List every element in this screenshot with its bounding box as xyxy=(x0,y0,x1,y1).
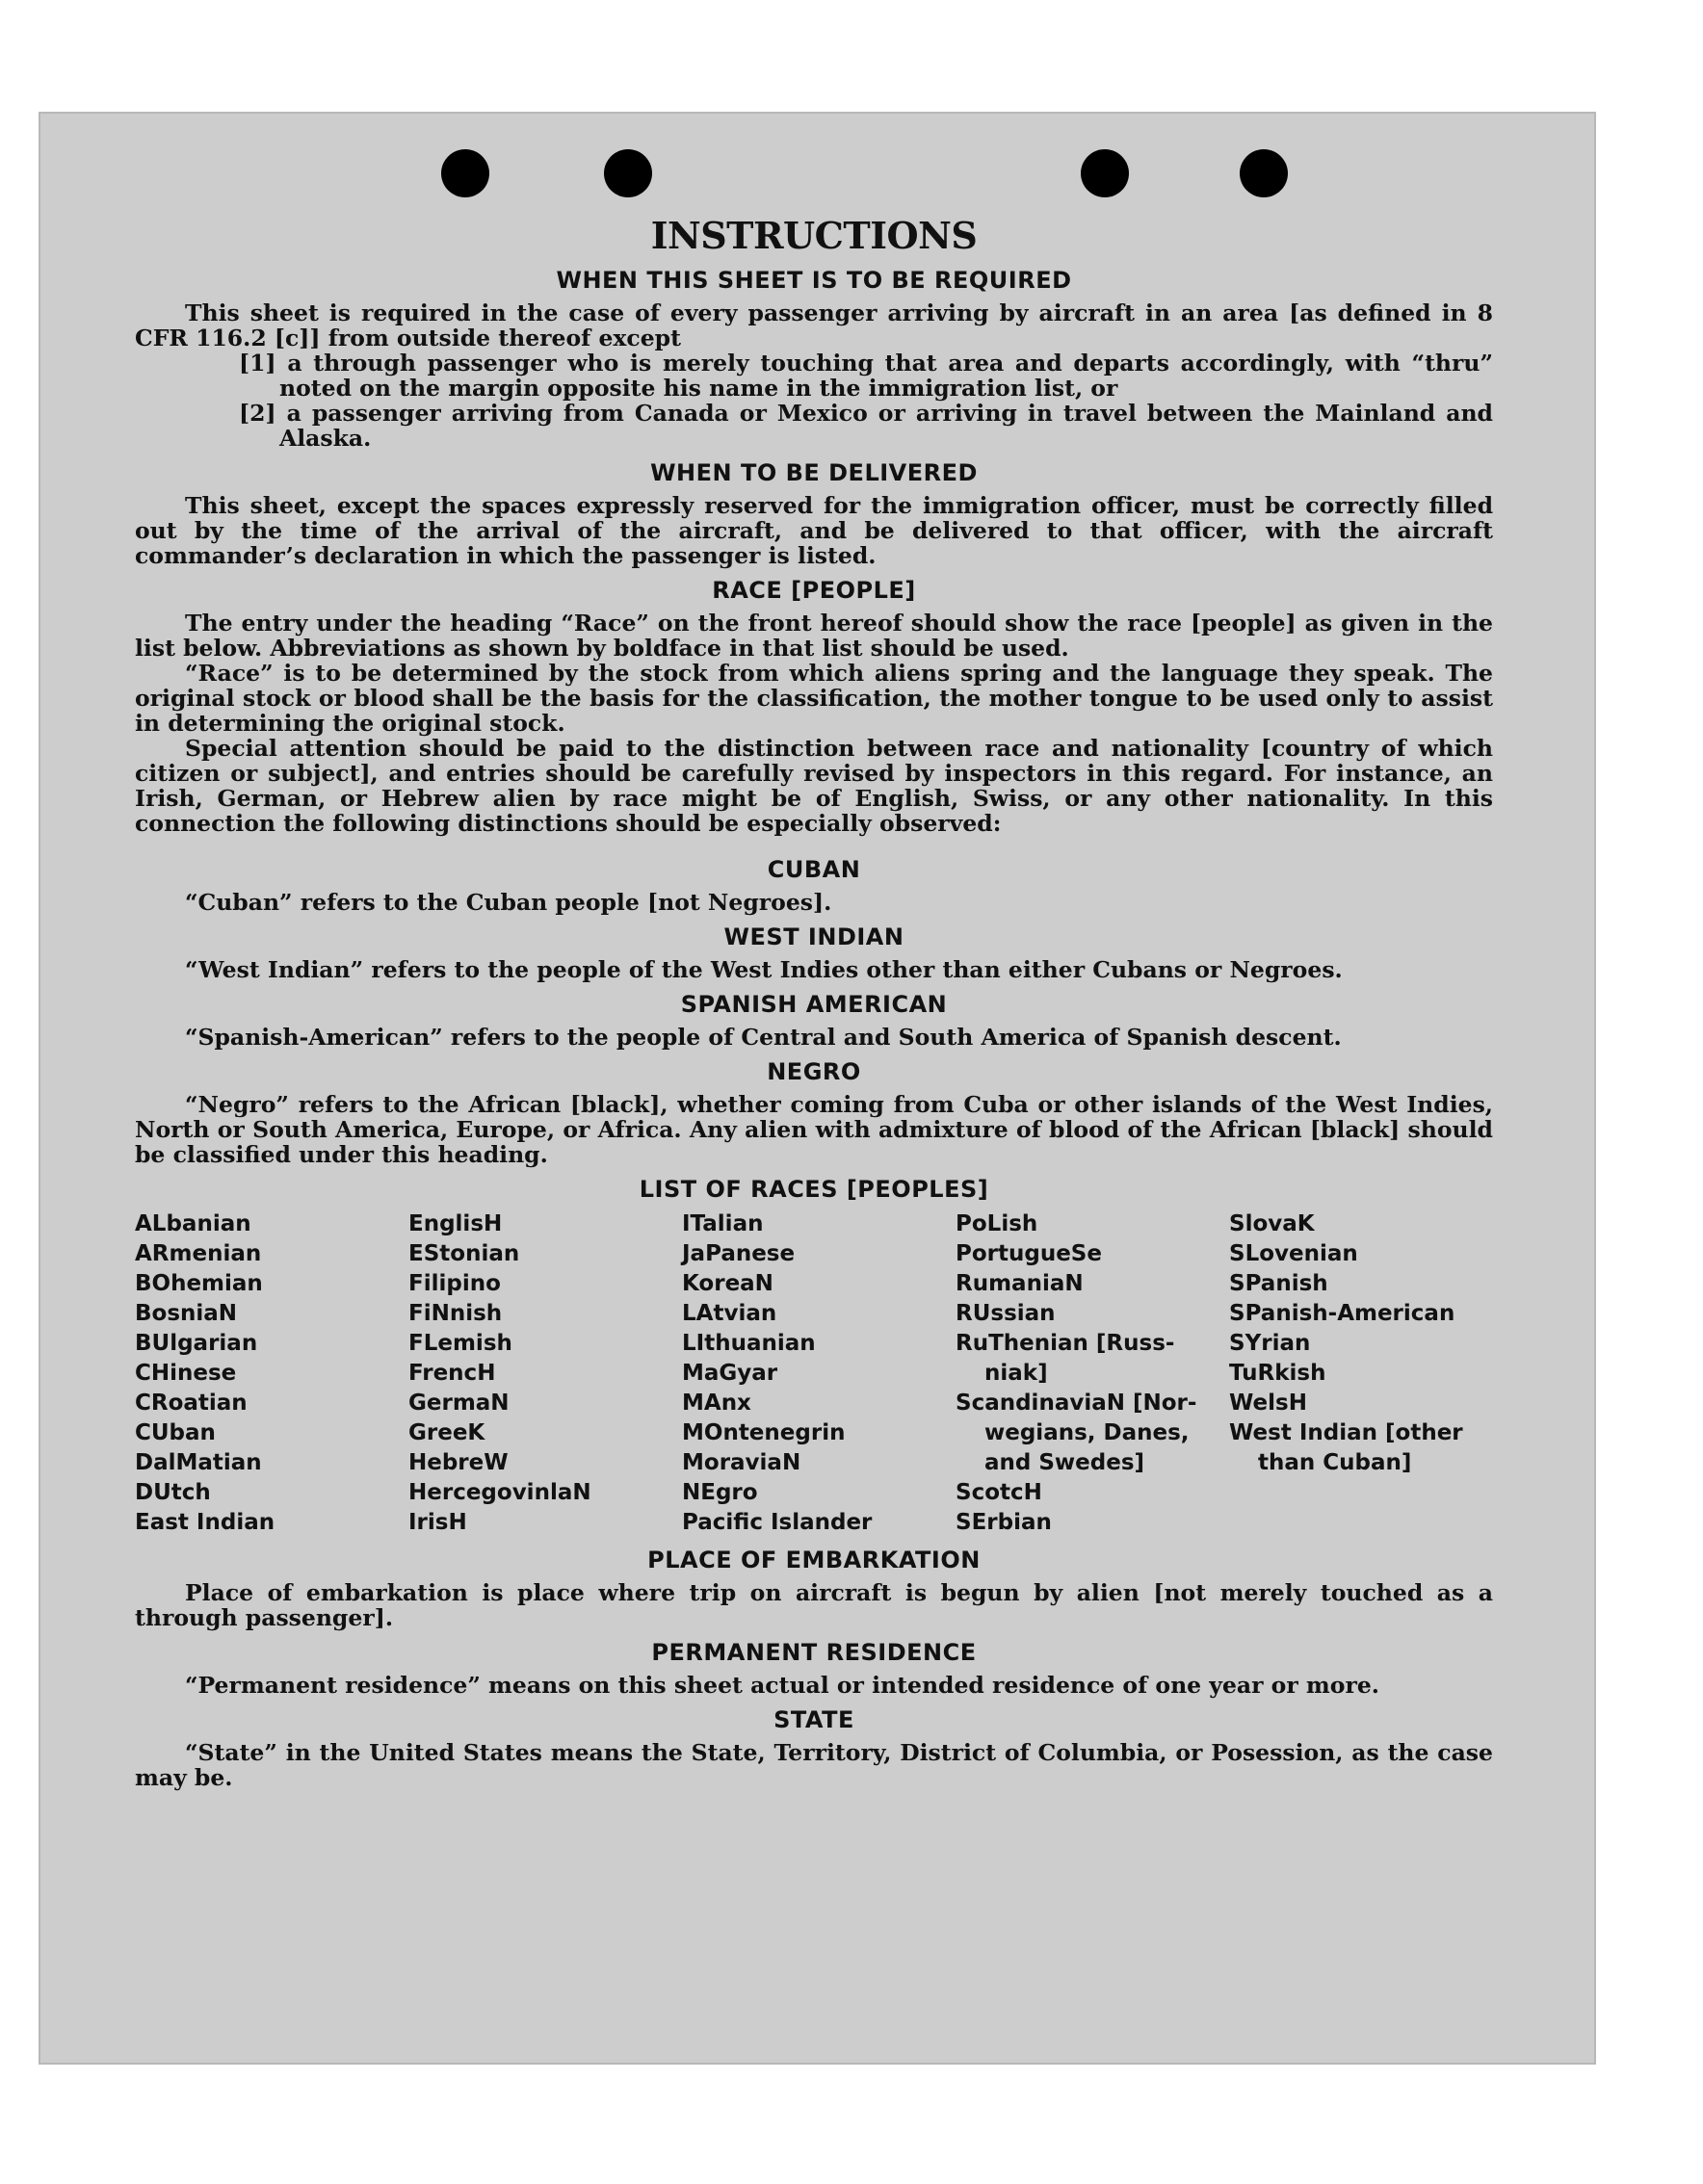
race-entry: LIthuanian xyxy=(682,1331,816,1356)
list-item-1: [1] a through passenger who is merely touching that area and departs accordingly, with “thru” noted on the margin opposite his name in the immigration list, or xyxy=(239,350,1493,402)
heading-when-required: WHEN THIS SHEET IS TO BE REQUIRED xyxy=(556,267,1072,294)
race-entry: JaPanese xyxy=(682,1241,796,1266)
race-entry: PoLish xyxy=(956,1211,1038,1236)
paragraph-race-3: Special attention should be paid to the distinction between race and nationality [country of which citizen or subject], and entries should be carefully revised by inspectors in this regard. For instance, an Irish, German, or Hebrew alien by race might be of English, Swiss, or any other nationality. In this connection the following distinctions should be especially observed: xyxy=(135,735,1493,837)
page-title: INSTRUCTIONS xyxy=(650,214,978,257)
race-entry: TuRkish xyxy=(1229,1361,1326,1386)
race-entry: ScotcH xyxy=(956,1480,1042,1505)
race-entry: BOhemian xyxy=(135,1271,263,1296)
paragraph-race-1: The entry under the heading “Race” on the front hereof should show the race [people] as given in the list below. Abbreviations as shown by boldface in that list should be used. xyxy=(135,610,1493,662)
race-entry: BUlgarian xyxy=(135,1331,258,1356)
race-entry: GermaN xyxy=(408,1391,510,1416)
race-entry: EnglisH xyxy=(408,1211,503,1236)
race-entry: SPanish xyxy=(1229,1271,1328,1296)
paragraph-west-indian: “West Indian” refers to the people of the West Indies other than either Cubans or Negroes. xyxy=(185,956,1343,983)
heading-list-of-races: LIST OF RACES [PEOPLES] xyxy=(639,1176,989,1203)
race-entry: ALbanian xyxy=(135,1211,251,1236)
race-entry: East Indian xyxy=(135,1510,275,1535)
race-entry: RumaniaN xyxy=(956,1271,1084,1296)
list-item-2: [2] a passenger arriving from Canada or Mexico or arriving in travel between the Mainland and Alaska. xyxy=(239,400,1493,452)
race-entry: ScandinaviaN [Nor- xyxy=(956,1391,1197,1416)
paragraph-when-required: This sheet is required in the case of every passenger arriving by aircraft in an area [as defined in 8 CFR 116.2 [c]] from outside thereof except xyxy=(135,299,1493,351)
paragraph-negro: “Negro” refers to the African [black], whether coming from Cuba or other islands of the West Indies, North or South America, Europe, or Africa. Any alien with admixture of blood of the African [black] should be classified under this heading. xyxy=(135,1091,1493,1168)
punch-hole xyxy=(604,149,652,197)
heading-cuban: CUBAN xyxy=(767,856,861,883)
race-entry: DUtch xyxy=(135,1480,211,1505)
race-entry: than Cuban] xyxy=(1258,1450,1412,1475)
race-entry: wegians, Danes, xyxy=(984,1420,1190,1445)
race-entry: RuThenian [Russ- xyxy=(956,1331,1175,1356)
race-entry: NEgro xyxy=(682,1480,758,1505)
race-entry: DalMatian xyxy=(135,1450,262,1475)
race-entry: HebreW xyxy=(408,1450,509,1475)
heading-spanish-american: SPANISH AMERICAN xyxy=(680,991,948,1018)
race-entry: and Swedes] xyxy=(984,1450,1145,1475)
race-entry: CHinese xyxy=(135,1361,237,1386)
races-column xyxy=(135,1209,399,1538)
race-entry: BosniaN xyxy=(135,1301,238,1326)
races-column xyxy=(682,1209,946,1538)
race-entry: HercegovinlaN xyxy=(408,1480,591,1505)
race-entry: RUssian xyxy=(956,1301,1056,1326)
race-entry: MaGyar xyxy=(682,1361,778,1386)
race-entry: EStonian xyxy=(408,1241,520,1266)
race-entry: ARmenian xyxy=(135,1241,262,1266)
race-entry: LAtvian xyxy=(682,1301,777,1326)
race-entry: Pacific Islander xyxy=(682,1510,873,1535)
race-entry: WelsH xyxy=(1229,1391,1307,1416)
punch-hole xyxy=(441,149,489,197)
races-column xyxy=(408,1209,672,1538)
heading-race: RACE [PEOPLE] xyxy=(712,577,916,604)
race-entry: FiNnish xyxy=(408,1301,503,1326)
race-entry: SPanish-American xyxy=(1229,1301,1455,1326)
race-entry: West Indian [other xyxy=(1229,1420,1463,1445)
heading-embarkation: PLACE OF EMBARKATION xyxy=(647,1547,981,1573)
race-entry: ITalian xyxy=(682,1211,764,1236)
paragraph-spanish-american: “Spanish-American” refers to the people of Central and South America of Spanish descent. xyxy=(185,1024,1342,1051)
race-entry: MOntenegrin xyxy=(682,1420,846,1445)
races-column xyxy=(956,1209,1219,1538)
paragraph-when-delivered: This sheet, except the spaces expressly reserved for the immigration officer, must be correctly filled out by the time of the arrival of the aircraft, and be delivered to that officer, with the aircraft commander’s declaration in which the passenger is listed. xyxy=(135,492,1493,569)
races-column xyxy=(1229,1209,1493,1538)
race-entry: Filipino xyxy=(408,1271,501,1296)
punch-hole xyxy=(1081,149,1129,197)
race-entry: MAnx xyxy=(682,1391,751,1416)
race-entry: niak] xyxy=(984,1361,1048,1386)
race-entry: GreeK xyxy=(408,1420,485,1445)
paragraph-state: “State” in the United States means the State, Territory, District of Columbia, or Posession, as the case may be. xyxy=(135,1739,1493,1791)
race-entry: MoraviaN xyxy=(682,1450,801,1475)
race-entry: CUban xyxy=(135,1420,216,1445)
race-entry: KoreaN xyxy=(682,1271,773,1296)
race-entry: SErbian xyxy=(956,1510,1052,1535)
race-entry: PortugueSe xyxy=(956,1241,1102,1266)
instructions-body xyxy=(135,214,1493,1790)
race-entry: FLemish xyxy=(408,1331,512,1356)
race-entry: SLovenian xyxy=(1229,1241,1358,1266)
paragraph-embarkation: Place of embarkation is place where trip on aircraft is begun by alien [not merely touched as a through passenger]. xyxy=(135,1579,1493,1631)
heading-negro: NEGRO xyxy=(767,1058,861,1085)
race-entry: SYrian xyxy=(1229,1331,1311,1356)
races-table xyxy=(135,1209,1493,1538)
paragraph-residence: “Permanent residence” means on this sheet actual or intended residence of one year or more. xyxy=(185,1672,1379,1699)
paragraph-race-2: “Race” is to be determined by the stock from which aliens spring and the language they speak. The original stock or blood shall be the basis for the classification, the mother tongue to be used only to assist in determining the original stock. xyxy=(135,660,1493,737)
heading-west-indian: WEST INDIAN xyxy=(723,923,904,950)
heading-when-delivered: WHEN TO BE DELIVERED xyxy=(650,459,978,486)
punch-hole xyxy=(1240,149,1288,197)
heading-state: STATE xyxy=(773,1706,854,1733)
race-entry: IrisH xyxy=(408,1510,467,1535)
race-entry: FrencH xyxy=(408,1361,496,1386)
race-entry: CRoatian xyxy=(135,1391,248,1416)
paragraph-cuban: “Cuban” refers to the Cuban people [not Negroes]. xyxy=(185,889,832,916)
heading-residence: PERMANENT RESIDENCE xyxy=(651,1639,977,1666)
race-entry: SlovaK xyxy=(1229,1211,1315,1236)
